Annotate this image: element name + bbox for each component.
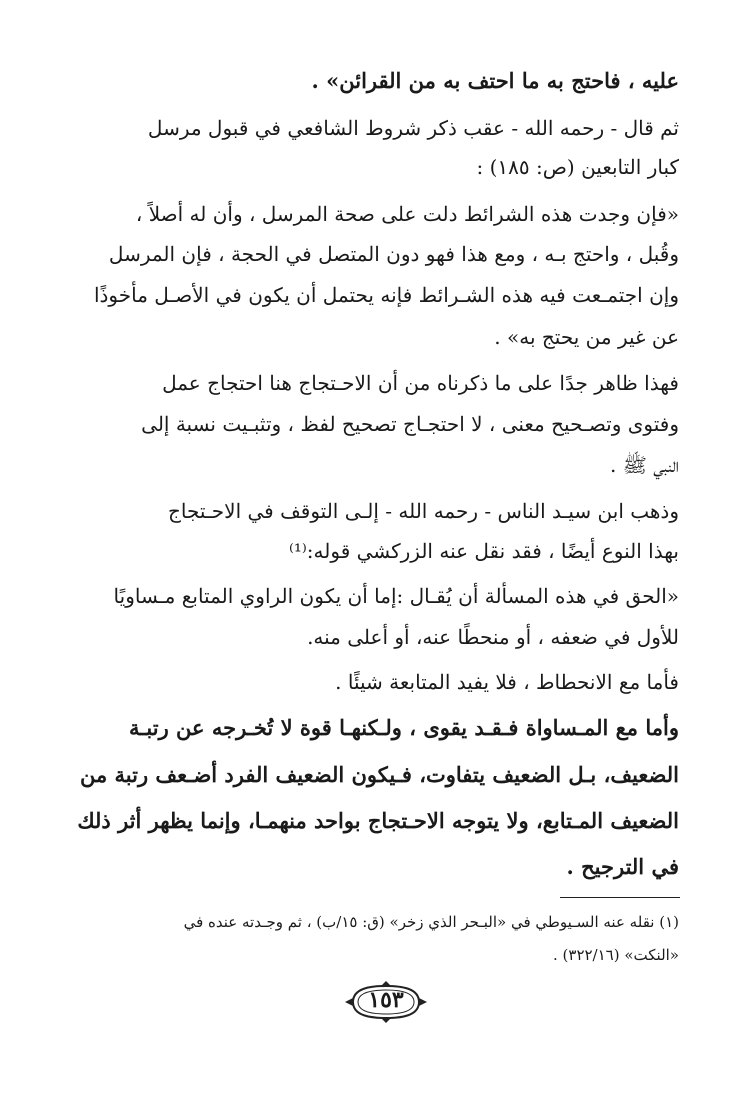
text-line: وفتوى وتصـحيح معنى ، لا احتجـاج تصحيح لفظ ، وتثبـيت نسبة إلى (141, 412, 679, 436)
text-line: «فإن وجدت هذه الشرائط دلت على صحة المرسل ، وأن له أصلاً ، (135, 202, 679, 226)
text-line: ثم قال - رحمه الله - عقب ذكر شروط الشافعي في قبول مرسل (147, 116, 679, 140)
text-line: وأما مع المـساواة فـقـد يقوى ، ولـكنهـا قوة لا تُخـرجه عن رتبـة (129, 715, 679, 740)
text-line: فأما مع الانحطاط ، فلا يفيد المتابعة شيئًا . (335, 670, 679, 694)
page-number: ١٥٣ (368, 987, 404, 1013)
text-line: كبار التابعين (ص: ١٨٥) : (476, 155, 679, 179)
footnote-line: (١) نقله عنه السـيوطي في «البـحر الذي زخر» (ق: ١٥/ب) ، ثم وجـدته عنده في (183, 913, 679, 931)
text-line: للأول في ضعفه ، أو منحطًا عنه، أو أعلى منه. (307, 625, 679, 649)
footnote-divider (560, 897, 680, 898)
text-line: فهذا ظاهر جدًا على ما ذكرناه من أن الاحـتجاج هنا احتجاج عمل (162, 371, 679, 395)
text-line: وقُبل ، واحتج بـه ، ومع هذا فهو دون المتصل في الحجة ، فإن المرسل (108, 242, 679, 266)
text-line: وإن اجتمـعت فيه هذه الشـرائط فإنه يحتمل أن يكون في الأصـل مأخوذًا (93, 283, 679, 307)
page-number-ornament (341, 980, 431, 1024)
footnote-line: «النكت» (٣٢٢/١٦) . (553, 946, 679, 964)
text-line: بهذا النوع أيضًا ، فقد نقل عنه الزركشي قوله:⁽¹⁾ (288, 539, 679, 563)
text-line: «الحق في هذه المسألة أن يُقـال :إما أن يكون الراوي المتابع مـساويًا (113, 584, 679, 608)
text-line: عليه ، فاحتج به ما احتف به من القرائن» . (311, 68, 679, 93)
text-line: في الترجيح . (566, 854, 679, 879)
text-line: وذهب ابن سيـد الناس - رحمه الله - إلـى التوقف في الاحـتجاج (167, 499, 679, 523)
text-line: الضعيف المـتابع، ولا يتوجه الاحـتجاج بواحد منهمـا، وإنما يظهر أثر ذلك (77, 808, 679, 833)
text-line: الضعيف، بـل الضعيف يتفاوت، فـيكون الضعيف الفرد أضـعف رتبة من (79, 762, 679, 787)
text-line: عن غير من يحتج به» . (494, 325, 679, 349)
text-line: النبي ﷺ . (609, 453, 679, 477)
